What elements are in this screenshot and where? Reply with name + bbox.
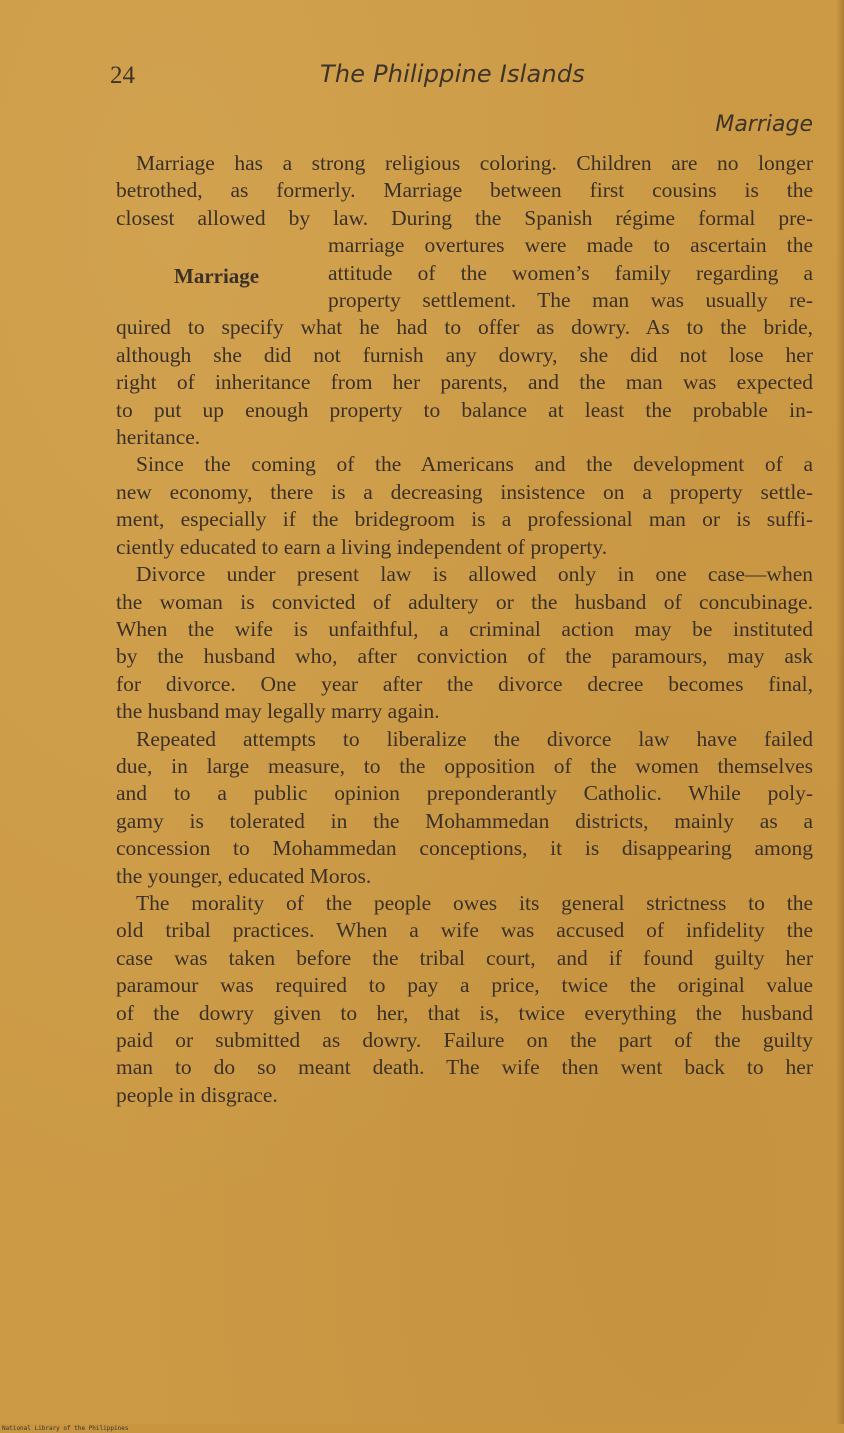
text-line: paid or submitted as dowry. Failure on the part of the guilty — [116, 1028, 813, 1052]
text-line: Repeated attempts to liberalize the divorce law have failed — [136, 726, 813, 751]
paragraph-5 — [116, 890, 813, 1109]
text-line: When the wife is unfaithful, a criminal action may be instituted — [116, 616, 813, 641]
text-line: new economy, there is a decreasing insistence on a property settle- — [116, 479, 813, 504]
marginal-sidenote: Marriage — [174, 264, 260, 288]
text-line: for divorce. One year after the divorce decree becomes final, — [116, 671, 813, 696]
text-line: the woman is convicted of adultery or the husband of concubinage. — [116, 589, 813, 614]
paragraph-3 — [116, 561, 813, 725]
text-line: people in disgrace. — [116, 1082, 278, 1107]
running-head — [110, 60, 814, 100]
text-line: marriage overtures were made to ascertain the — [328, 233, 813, 258]
text-line: Marriage has a strong religious coloring. Children are no longer — [136, 151, 813, 175]
page-edge-shadow — [836, 0, 844, 1424]
text-line: quired to specify what he had to offer as dowry. As to the bride, — [116, 315, 813, 340]
text-line: right of inheritance from her parents, and the man was expected — [116, 370, 813, 395]
text-line: by the husband who, after conviction of the paramours, may ask — [116, 644, 813, 669]
text-line: ment, especially if the bridegroom is a professional man or is suffi- — [116, 507, 813, 532]
text-line: due, in large measure, to the opposition of the women themselves — [116, 753, 813, 778]
paragraph-1 — [116, 150, 813, 451]
text-line: concession to Mohammedan conceptions, it is disappearing among — [116, 836, 813, 861]
text-line: heritance. — [116, 425, 201, 450]
text-line: old tribal practices. When a wife was accused of infidelity the — [116, 918, 813, 943]
text-line: of the dowry given to her, that is, twice everything the husband — [116, 1000, 813, 1025]
text-line: paramour was required to pay a price, twice the original value — [116, 973, 813, 998]
text-line: although she did not furnish any dowry, she did not lose her — [116, 342, 813, 367]
text-line: to put up enough property to balance at least the probable in- — [116, 397, 813, 422]
text-line: betrothed, as formerly. Marriage between first cousins is the — [116, 178, 813, 203]
text-line: Divorce under present law is allowed only in one case—when — [136, 562, 813, 587]
text-line: the younger, educated Moros. — [116, 863, 372, 888]
book-title: The Philippine Islands — [320, 60, 586, 88]
body-text — [116, 150, 813, 1109]
text-line: ciently educated to earn a living independent of property. — [116, 534, 608, 559]
page-number: 24 — [110, 62, 135, 89]
text-line: and to a public opinion preponderantly Catholic. While poly- — [116, 781, 813, 806]
text-line: closest allowed by law. During the Spanish régime formal pre- — [116, 205, 813, 230]
text-line: Since the coming of the Americans and the development of a — [136, 452, 813, 477]
text-line: the husband may legally marry again. — [116, 699, 440, 724]
text-line: man to do so meant death. The wife then went back to her — [116, 1055, 813, 1080]
scan-credit: National Library of the Philippines — [2, 1425, 129, 1432]
text-line: The morality of the people owes its general strictness to the — [136, 890, 813, 915]
paragraph-4 — [116, 726, 813, 890]
sidenote-wrapped-lines — [328, 232, 813, 314]
section-heading: Marriage — [715, 112, 813, 137]
text-line: case was taken before the tribal court, and if found guilty her — [116, 945, 813, 970]
text-line: attitude of the women’s family regarding a — [328, 260, 813, 285]
text-line: property settlement. The man was usually re- — [328, 288, 813, 313]
text-line: gamy is tolerated in the Mohammedan districts, mainly as a — [116, 808, 813, 833]
paragraph-2 — [116, 451, 813, 561]
